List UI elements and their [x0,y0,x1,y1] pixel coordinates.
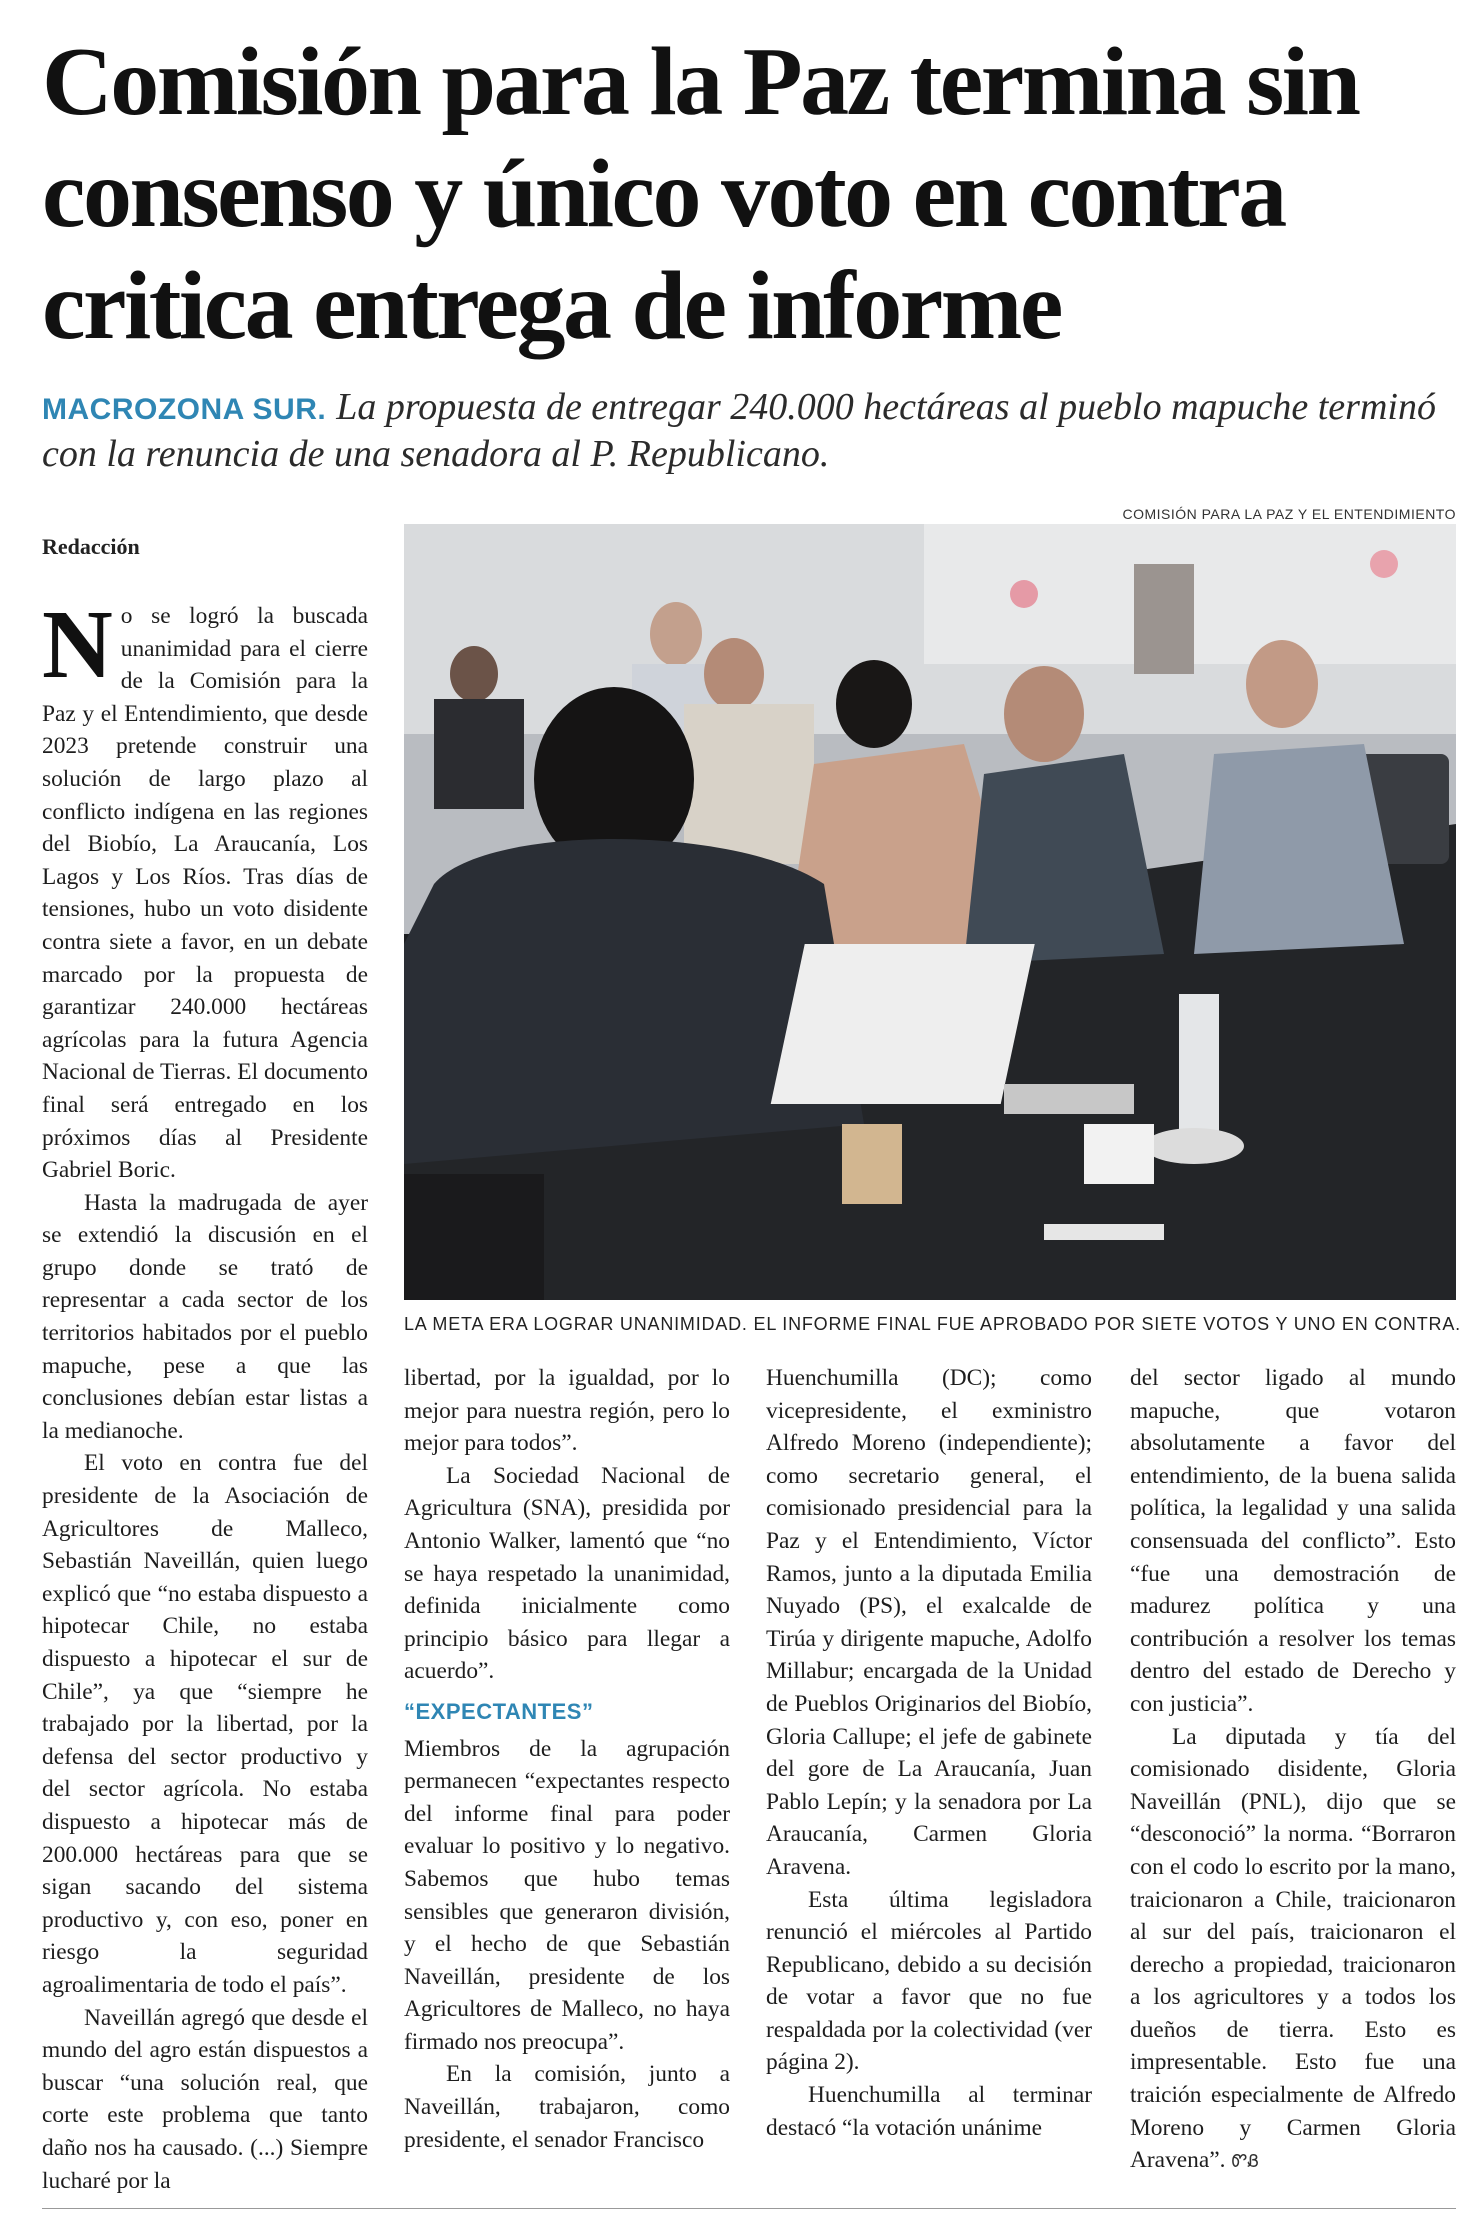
bottom-rule [42,2208,1456,2209]
paragraph-1-text: o se logró la buscada unanimidad para el cierre de la Comisión para la Paz y el Entendimiento, que desde 2023 pretende construir una solución de largo plazo al conflicto indígena en las regiones del Biobío, La Araucanía, Los Lagos y Los Ríos. Tras días de tensiones, hubo un voto disidente contra siete a favor, en un debate marcado por la propuesta de garantizar 240.000 hectáreas agrícolas para la futura Agencia Nacional de Tierras. El documento final será entregado en los próximos días al Presidente Gabriel Boric. [42,603,368,1184]
article-column-2 [404,1362,730,2156]
subheadline [42,385,1452,477]
paragraph-13 [1130,1721,1456,2178]
headline-line-1: Comisión para la Paz termina sin [42,28,1359,136]
paragraph-11: Huenchumilla al terminar destacó “la votación unánime [766,2082,1092,2141]
paragraph-9: Huenchumilla (DC); como vicepresidente, el exministro Alfredo Moreno (independiente); como secretario general, el comisionado presidencial para la Paz y el Entendimiento, Víctor Ramos, junto a la diputada Emilia Nuyado (PS), el exalcalde de Tirúa y dirigente mapuche, Adolfo Millabur; encargada de la Unidad de Pueblos Originarios del Biobío, Gloria Callupe; el jefe de gabinete del gore de La Araucanía, Juan Pablo Lepín; y la senadora por La Araucanía, Carmen Gloria Aravena. [766,1365,1092,1880]
subheading: “EXPECTANTES” [404,1698,594,1724]
meeting-photo-illustration [404,524,1456,1300]
paragraph-8: En la comisión, junto a Naveillán, trabajaron, como presidente, el senador Francisco [404,2061,730,2153]
headline [42,26,1452,362]
article-column-3 [766,1362,1092,2144]
paragraph-6: La Sociedad Nacional de Agricultura (SNA), presidida por Antonio Walker, lamentó que “no se haya respetado la unanimidad, definida inicialmente como principio básico para llegar a acuerdo”. [404,1462,730,1685]
end-mark-icon: ᏛᏰ [1231,2151,1260,2172]
dropcap: N [42,591,113,699]
paragraph-4: Naveillán agregó que desde el mundo del agro están dispuestos a buscar “una solución real, que corte este problema que tanto daño nos ha causado. (...) Siempre lucharé por la [42,2004,368,2194]
meeting-photo [404,524,1456,1300]
headline-line-3: critica entrega de informe [42,252,1061,360]
article-column-4 [1130,1362,1456,2178]
photo-credit: COMISIÓN PARA LA PAZ Y EL ENTENDIMIENTO [1122,506,1456,522]
paragraph-12: del sector ligado al mundo mapuche, que votaron absolutamente a favor del entendimiento, de la buena salida política, la legalidad y una salida consensuada del conflicto”. Esto “fue una demostración de madurez política y una contribución a resolver los temas dentro del estado de Derecho y con justicia”. [1130,1365,1456,1717]
paragraph-1 [42,591,368,1187]
headline-line-2: consenso y único voto en contra [42,140,1285,248]
byline: Redacción [42,534,140,559]
paragraph-2: Hasta la madrugada de ayer se extendió la discusión en el grupo donde se trató de representar a cada sector de los territorios habitados por el pueblo mapuche, pese a que las conclusiones debían estar listas a la medianoche. [42,1189,368,1444]
section-kicker: MACROZONA SUR. [42,393,327,426]
paragraph-5: libertad, por la igualdad, por lo mejor para nuestra región, pero lo mejor para todos”. [404,1365,730,1457]
subheadline-text: La propuesta de entregar 240.000 hectáreas al pueblo mapuche terminó con la renuncia de una senadora al P. Republicano. [42,386,1436,475]
paragraph-10: Esta última legisladora renunció el miércoles al Partido Republicano, debido a su decisión de votar a favor que no fue respaldada por la colectividad (ver página 2). [766,1886,1092,2076]
paragraph-7: Miembros de la agrupación permanecen “expectantes respecto del informe final para poder evaluar lo positivo y lo negativo. Sabemos que hubo temas sensibles que generaron división, y el hecho de que Sebastián Naveillán, presidente de los Agricultores de Malleco, no haya firmado nos preocupa”. [404,1735,730,2055]
photo-caption: LA META ERA LOGRAR UNANIMIDAD. EL INFORME FINAL FUE APROBADO POR SIETE VOTOS Y UNO EN CONTRA. [404,1314,1461,1334]
paragraph-3: El voto en contra fue del presidente de la Asociación de Agricultores de Malleco, Sebastián Naveillán, quien luego explicó que “no estaba dispuesto a hipotecar Chile, no estaba dispuesto a hipotecar el sur de Chile”, ya que “siempre he trabajado por la libertad, por la defensa del sector productivo y del sector agrícola. No estaba dispuesto a hipotecar más de 200.000 hectáreas para que se sigan sacando del sistema productivo y, con eso, poner en riesgo la seguridad agroalimentaria de todo el país”. [42,1450,368,1998]
article-column-1 [42,591,368,2197]
paragraph-13-text: La diputada y tía del comisionado disidente, Gloria Naveillán (PNL), dijo que se “desconoció” la norma. “Borraron con el codo lo escrito por la mano, traicionaron a Chile, traicionaron al sur del país, traicionaron el derecho a propiedad, traicionaron a los agricultores y a todos los dueños de tierra. Esto es impresentable. Esto fue una traición especialmente de Alfredo Moreno y Carmen Gloria Aravena”. [1130,1723,1456,2174]
